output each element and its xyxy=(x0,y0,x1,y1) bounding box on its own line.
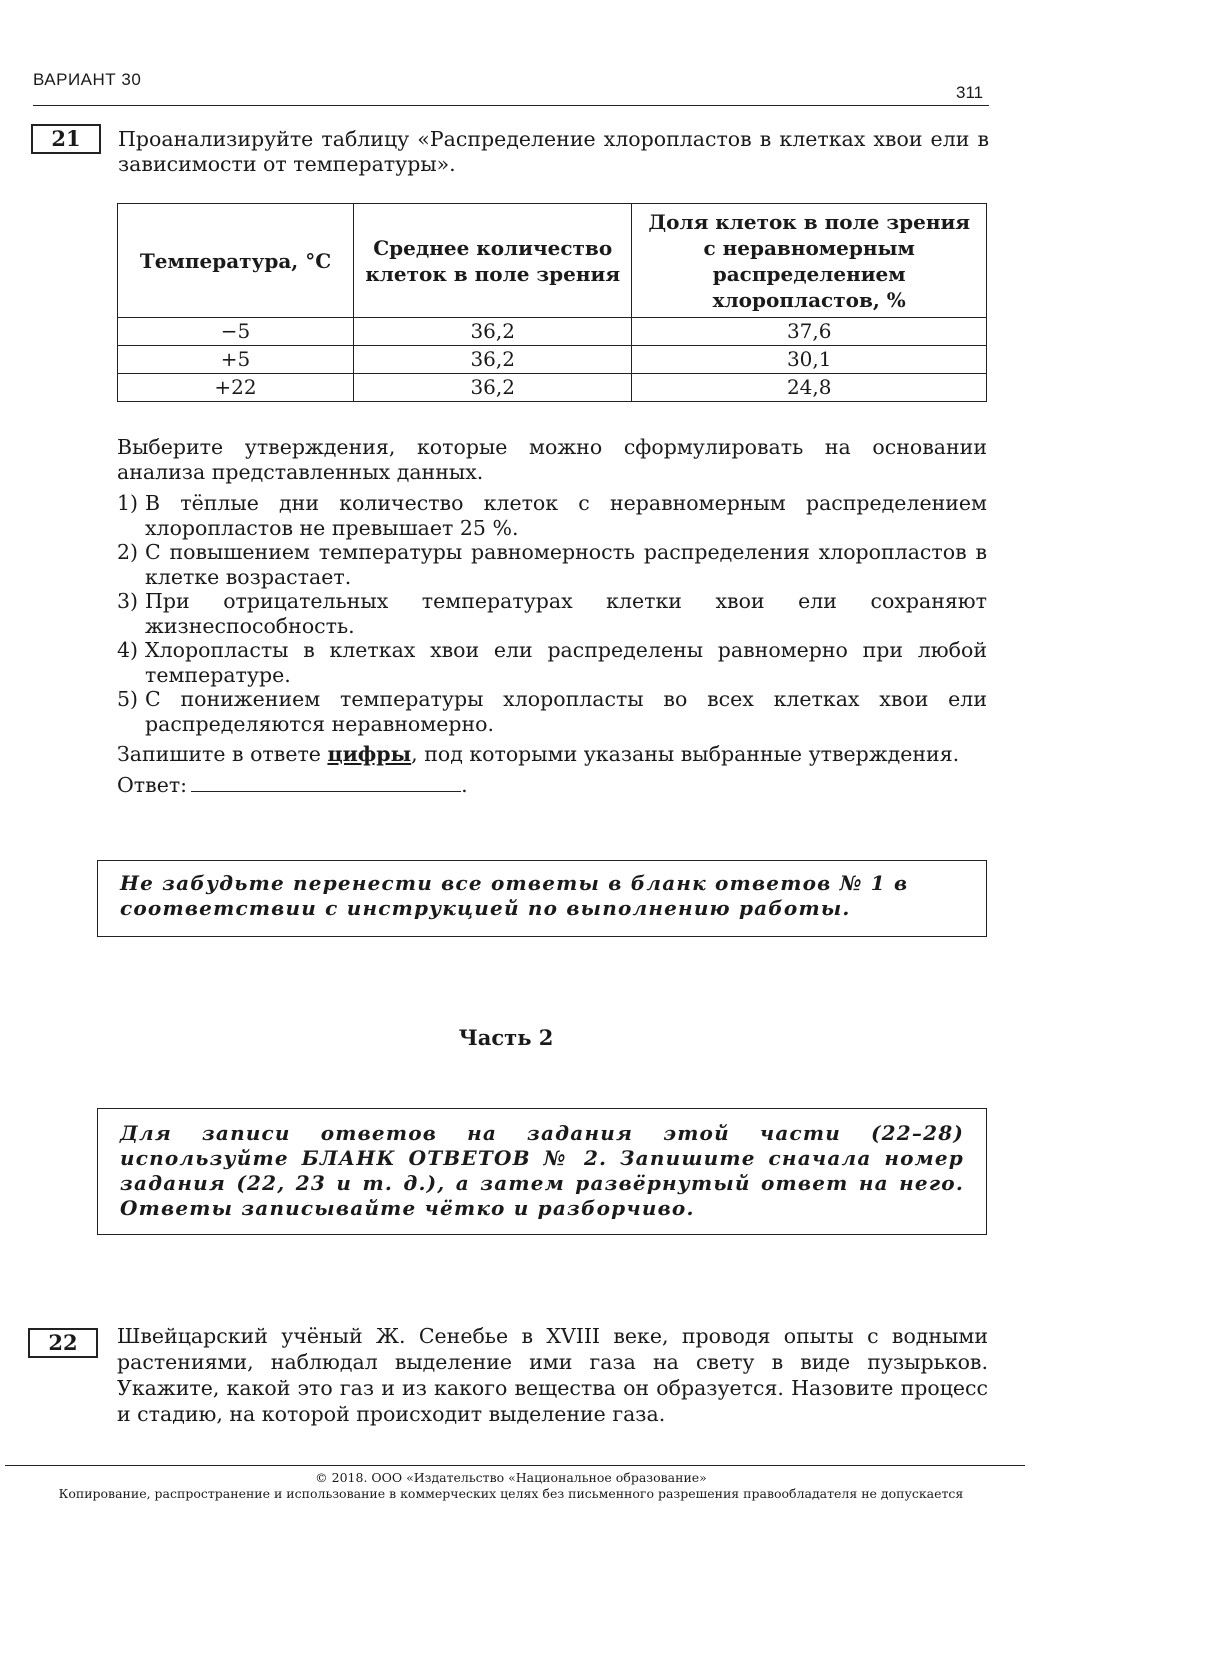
page-number: 311 xyxy=(956,83,984,102)
part2-instruction-box: Для записи ответов на задания этой части (22–28) используйте БЛАНК ОТВЕТОВ № 2. Запишите сначала номер задания (22, 23 и т. д.), а затем развёрнутый ответ на него. Ответы записывайте чётко и разборчиво. xyxy=(97,1108,987,1235)
table-cell: 36,2 xyxy=(354,346,632,374)
list-item xyxy=(117,491,987,540)
task-number-box: 22 xyxy=(28,1328,98,1358)
answer-label: Ответ: xyxy=(117,773,188,797)
option-number: 2) xyxy=(117,540,139,564)
answer-period: . xyxy=(461,773,468,797)
table-cell: 36,2 xyxy=(354,374,632,402)
footer-copyright: © 2018. ООО «Издательство «Национальное образование» xyxy=(315,1470,707,1485)
option-number: 1) xyxy=(117,491,139,515)
table-cell: +5 xyxy=(118,346,354,374)
options-list xyxy=(117,491,987,736)
option-text: С повышением температуры равномерность распределения хлоропластов в клетке возрастает. xyxy=(145,540,987,589)
list-item xyxy=(117,540,987,589)
task-21-intro: Выберите утверждения, которые можно сформулировать на основании анализа представленных данных. xyxy=(117,435,987,484)
option-number: 5) xyxy=(117,687,139,711)
list-item xyxy=(117,638,987,687)
table-header-cell: Температура, °С xyxy=(118,204,354,318)
table-cell: +22 xyxy=(118,374,354,402)
table-row xyxy=(118,318,987,346)
variant-label: ВАРИАНТ 30 xyxy=(33,70,142,89)
answer-row xyxy=(117,773,468,797)
table-cell: 36,2 xyxy=(354,318,632,346)
table-header-cell: Среднее количество клеток в поле зрения xyxy=(354,204,632,318)
list-item xyxy=(117,687,987,736)
table-cell: 30,1 xyxy=(632,346,987,374)
option-text: При отрицательных температурах клетки хвои ели сохраняют жизнеспособность. xyxy=(145,589,987,638)
footer-divider xyxy=(5,1465,1025,1466)
option-text: В тёплые дни количество клеток с неравномерным распределением хлоропластов не превышает 25 %. xyxy=(145,491,987,540)
table-cell: 24,8 xyxy=(632,374,987,402)
task-22-text: Швейцарский учёный Ж. Сенебье в XVIII веке, проводя опыты с водными растениями, наблюдал выделение ими газа на свету в виде пузырьков. Укажите, какой это газ и из какого вещества он образуется. Назовите процесс и стадию, на которой происходит выделение газа. xyxy=(117,1324,988,1426)
answer-instruction xyxy=(117,742,987,767)
task-number-box: 21 xyxy=(31,124,101,154)
table-cell: 37,6 xyxy=(632,318,987,346)
table-header-cell: Доля клеток в поле зрения с неравномерным распределением хлоропластов, % xyxy=(632,204,987,318)
table-header-row xyxy=(118,204,987,318)
table-row xyxy=(118,346,987,374)
answer-field[interactable] xyxy=(191,773,461,792)
instruction-text: , под которыми указаны выбранные утверждения. xyxy=(411,742,960,766)
footer-notice: Копирование, распространение и использование в коммерческих целях без письменного разрешения правообладателя не допускается xyxy=(58,1486,964,1501)
task-21-text: Проанализируйте таблицу «Распределение хлоропластов в клетках хвои ели в зависимости от температуры». xyxy=(118,127,989,176)
option-number: 3) xyxy=(117,589,139,613)
option-text: С понижением температуры хлоропласты во всех клетках хвои ели распределяются неравномерно. xyxy=(145,687,987,736)
option-number: 4) xyxy=(117,638,139,662)
table-cell: −5 xyxy=(118,318,354,346)
table-row xyxy=(118,374,987,402)
list-item xyxy=(117,589,987,638)
option-text: Хлоропласты в клетках хвои ели распределены равномерно при любой температуре. xyxy=(145,638,987,687)
header-divider xyxy=(33,105,989,106)
transfer-notice: Не забудьте перенести все ответы в бланк ответов № 1 в соответствии с инструкцией по выполнению работы. xyxy=(97,860,987,937)
instruction-text: Запишите в ответе xyxy=(117,742,328,766)
part-title: Часть 2 xyxy=(458,1025,554,1050)
instruction-emphasis: цифры xyxy=(327,742,412,766)
chloroplast-table xyxy=(117,203,987,402)
